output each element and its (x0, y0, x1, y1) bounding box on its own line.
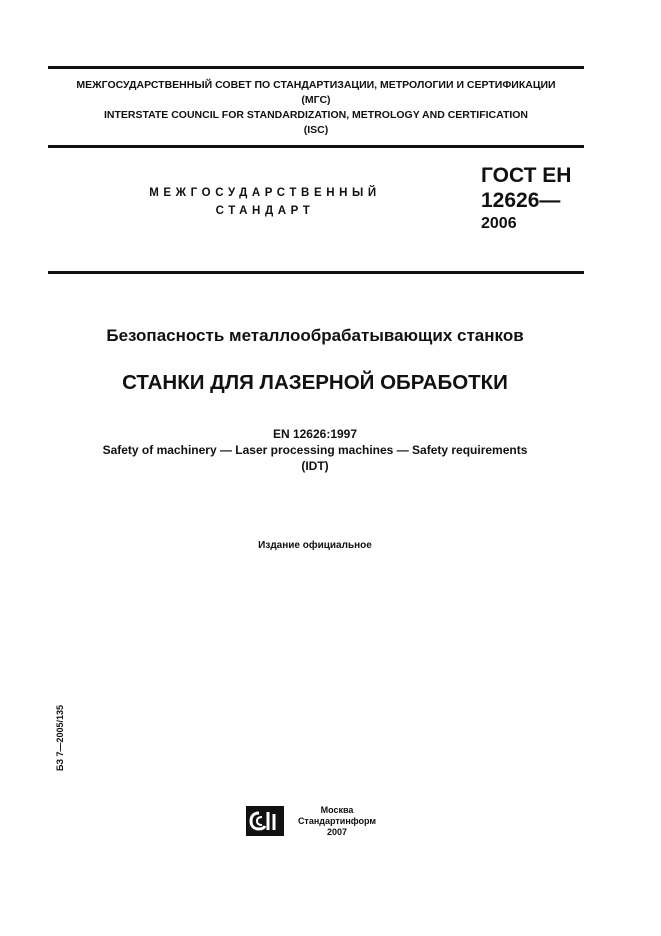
en-title: Safety of machinery — Laser processing machines — Safety requirements (102, 443, 528, 457)
standard-label-line1: МЕЖГОСУДАРСТВЕННЫЙ (149, 187, 381, 199)
degree-of-correspondence: (IDT) (301, 459, 329, 473)
top-rule (48, 66, 584, 69)
en-number: EN 12626:1997 (272, 427, 358, 441)
middle-rule (48, 145, 584, 148)
bottom-rule (48, 271, 584, 274)
designation-line2: 12626— (481, 189, 561, 212)
council-abbr-ru: (МГС) (301, 94, 331, 106)
designation-line3: 2006 (481, 215, 517, 232)
reference-block (0, 426, 630, 474)
side-code: БЗ 7—2005/135 (55, 704, 65, 772)
general-title: Безопасность металлообрабатывающих станков (106, 326, 524, 345)
council-name-en: INTERSTATE COUNCIL FOR STANDARDIZATION, METROLOGY AND CERTIFICATION (103, 109, 529, 121)
main-title: СТАНКИ ДЛЯ ЛАЗЕРНОЙ ОБРАБОТКИ (122, 371, 508, 394)
designation-line1: ГОСТ ЕН (481, 164, 572, 187)
publisher-logo-icon (246, 806, 284, 836)
edition-note: Издание официальное (258, 540, 372, 551)
standard-label-line2: СТАНДАРТ (215, 205, 315, 217)
council-abbr-en: (ISC) (303, 124, 329, 136)
standard-label (100, 184, 430, 220)
standard-designation (481, 163, 571, 235)
imprint (282, 805, 392, 838)
imprint-publisher: Стандартинформ (297, 816, 377, 826)
council-name-ru: МЕЖГОСУДАРСТВЕННЫЙ СОВЕТ ПО СТАНДАРТИЗАЦИИ, МЕТРОЛОГИИ И СЕРТИФИКАЦИИ (76, 79, 556, 91)
imprint-city: Москва (320, 805, 354, 815)
council-header (48, 78, 584, 138)
imprint-year: 2007 (326, 827, 348, 837)
